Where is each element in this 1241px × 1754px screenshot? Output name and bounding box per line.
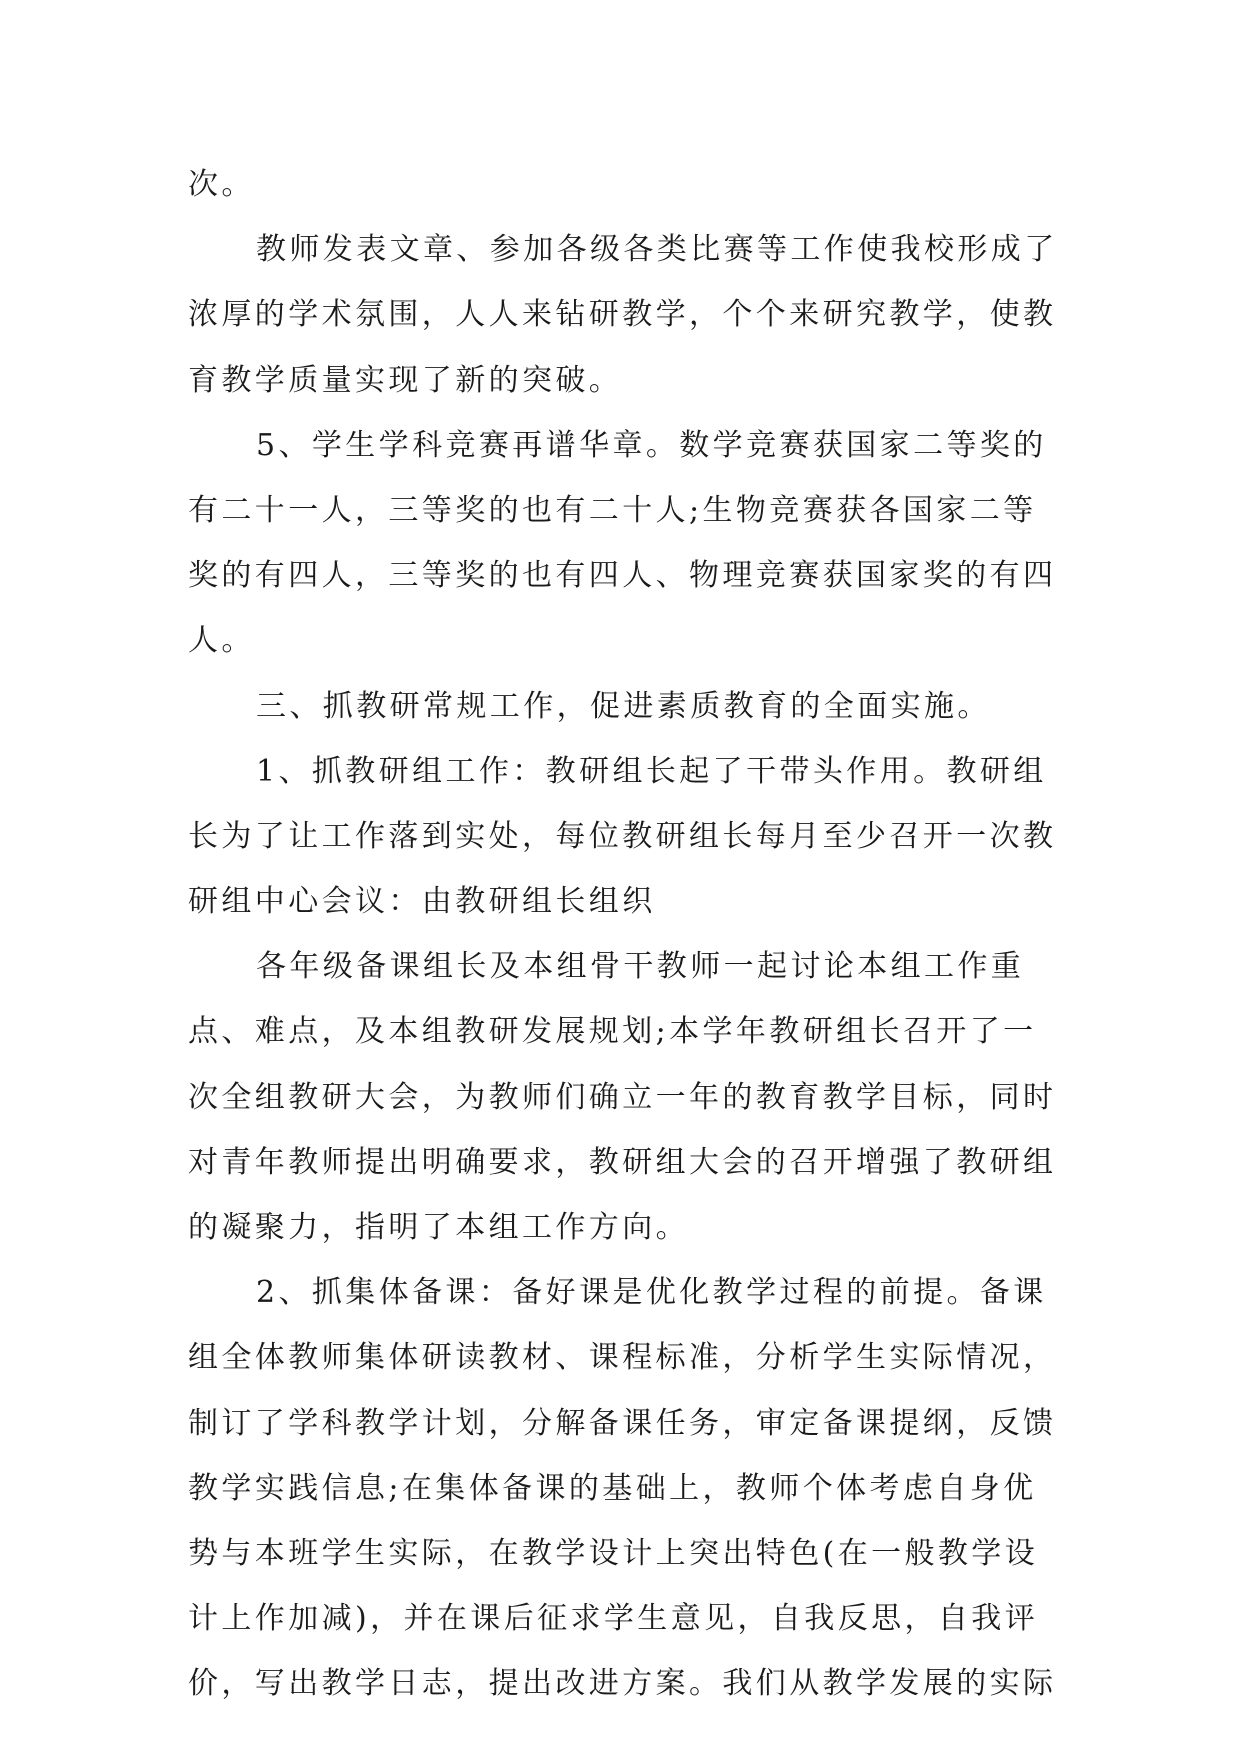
paragraph-first-line: 教师发表文章、参加各级各类比赛等工作使我校形成了	[256, 232, 1058, 268]
text-line: 奖的有四人，三等奖的也有四人、物理竞赛获国家奖的有四	[188, 558, 1057, 594]
text-line: 育教学质量实现了新的突破。	[188, 362, 623, 398]
paragraph-first-line: 1、抓教研组工作：教研组长起了干带头作用。教研组	[256, 753, 1047, 789]
paragraph-first-line: 各年级备课组长及本组骨干教师一起讨论本组工作重	[256, 949, 1025, 985]
text-line: 对青年教师提出明确要求，教研组大会的召开增强了教研组	[188, 1144, 1057, 1180]
text-line: 人。	[188, 623, 255, 659]
body-text	[188, 152, 1058, 1717]
paragraph-first-line: 2、抓集体备课：备好课是优化教学过程的前提。备课	[256, 1275, 1047, 1311]
text-line: 浓厚的学术氛围，人人来钻研教学，个个来研究教学，使教	[188, 297, 1057, 333]
text-line: 组全体教师集体研读教材、课程标准，分析学生实际情况，	[188, 1340, 1057, 1376]
text-line: 点、难点，及本组教研发展规划;本学年教研组长召开了一	[188, 1014, 1037, 1050]
text-line: 研组中心会议：由教研组长组织	[188, 884, 656, 920]
section-heading: 三、抓教研常规工作，促进素质教育的全面实施。	[256, 688, 991, 724]
paragraph-first-line: 5、学生学科竞赛再谱华章。数学竞赛获国家二等奖的	[256, 427, 1047, 463]
text-line: 价，写出教学日志，提出改进方案。我们从教学发展的实际	[188, 1666, 1057, 1702]
text-line: 长为了让工作落到实处，每位教研组长每月至少召开一次教	[188, 818, 1057, 854]
text-line: 的凝聚力，指明了本组工作方向。	[188, 1210, 689, 1245]
text-line: 教学实践信息;在集体备课的基础上，教师个体考虑自身优	[188, 1470, 1037, 1506]
text-line: 势与本班学生实际，在教学设计上突出特色(在一般教学设	[188, 1535, 1039, 1571]
text-line: 计上作加减)，并在课后征求学生意见，自我反思，自我评	[188, 1601, 1039, 1637]
text-line: 次。	[188, 167, 255, 202]
text-line: 有二十一人，三等奖的也有二十人;生物竞赛获各国家二等	[188, 492, 1037, 528]
text-line: 制订了学科教学计划，分解备课任务，审定备课提纲，反馈	[188, 1405, 1057, 1441]
text-line: 次全组教研大会，为教师们确立一年的教育教学目标，同时	[188, 1079, 1057, 1115]
